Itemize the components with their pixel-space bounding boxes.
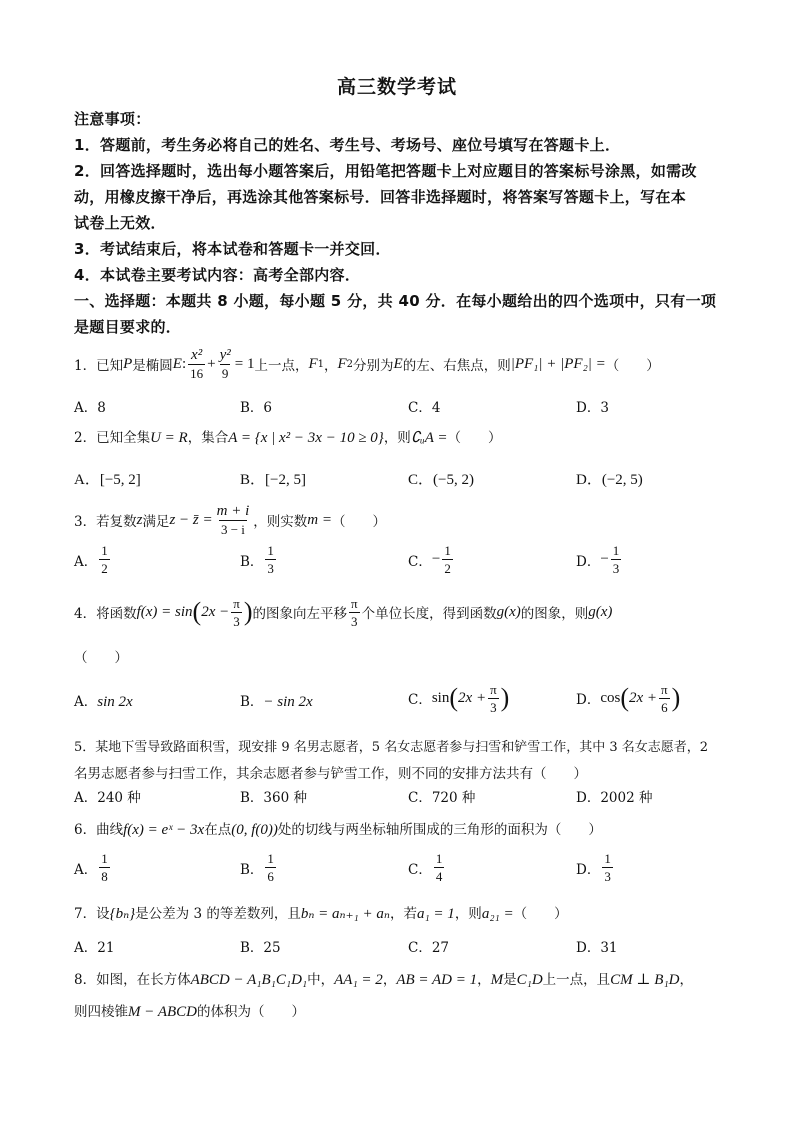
option-func: cos [600, 689, 621, 706]
option-expr: − sin 2x [263, 694, 313, 710]
option-func: sin [431, 689, 450, 706]
q1-text: 是椭圆 [132, 358, 173, 374]
q4-inner: 2x − [201, 603, 230, 620]
q4-text: 的图象向左平移 [252, 606, 347, 622]
frac-den: 2 [444, 561, 451, 576]
option-inner: 2x + [629, 689, 658, 706]
q2-universal-set: U = R [150, 430, 188, 446]
option-label: B． [240, 553, 264, 570]
q4-function: f(x) = sin [136, 603, 193, 620]
option-label: A． [74, 861, 98, 878]
q1-answer-blank: （ ） [605, 358, 660, 374]
q1-prefix: 1．已知 [74, 358, 124, 374]
q1-plus: + [207, 355, 216, 372]
frac-num: 1 [435, 851, 443, 866]
option-fraction [488, 681, 499, 716]
q4-option-d [576, 678, 680, 718]
frac-den: 3 [267, 561, 274, 576]
q2-option-c: C．(−5, 2) [408, 472, 474, 488]
q2-answer-blank: （ ） [447, 430, 502, 446]
question-4 [74, 592, 612, 632]
option-label: D． [576, 553, 601, 570]
q1-equals: = 1 [234, 355, 255, 372]
q2-set-a: A = {x | x² − 3x − 10 ≥ 0} [228, 430, 384, 446]
section-heading: 一、选择题：本题共 8 小题，每小题 5 分，共 40 分．在每小题给出的四个选项中，只有一项 [74, 292, 717, 310]
q4-g: g(x) [588, 603, 613, 620]
q6-option-a [74, 850, 112, 885]
frac-den: 3 [351, 613, 358, 629]
question-1 [74, 346, 660, 382]
q7-answer-blank: （ ） [513, 906, 568, 922]
option-paren: ) [671, 683, 681, 712]
notice-item-3: 3．考试结束后，将本试卷和答题卡一并交回． [74, 240, 391, 258]
frac-num: 1 [101, 851, 108, 866]
q4-text: 个单位长度，得到函数 [361, 606, 497, 622]
q1-point: P [123, 355, 133, 372]
option-label: C． [408, 553, 432, 570]
q8-text: 是 [503, 972, 517, 988]
q8-prefix: 8．如图，在长方体 [74, 972, 191, 988]
option-label: A． [74, 553, 98, 570]
option-fraction [265, 850, 276, 885]
q1-text: 的左、右焦点，则 [402, 358, 511, 374]
q7-option-c: C．27 [408, 940, 450, 956]
q1-option-c: C．4 [408, 400, 441, 416]
option-fraction [442, 542, 453, 577]
q1-fraction-x [188, 347, 205, 382]
option-label: C． [408, 692, 432, 708]
q1-frac-den: 16 [190, 365, 204, 381]
option-inner: 2x + [458, 689, 487, 706]
q6-option-b [240, 850, 278, 885]
q2-option-a: A．[−5, 2] [74, 472, 141, 488]
q6-option-c [408, 850, 446, 885]
notice-item-4: 4．本试卷主要考试内容：高考全部内容． [74, 266, 361, 284]
option-label: B． [240, 861, 264, 878]
q1-text: 上一点， [254, 358, 309, 374]
question-2 [74, 426, 502, 447]
notice-item-1: 1．答题前，考生务必将自己的姓名、考生号、考场号、座位号填写在答题卡上． [74, 136, 621, 154]
frac-num: 1 [444, 543, 451, 558]
frac-den: 8 [101, 869, 108, 884]
q1-option-a: A．8 [74, 400, 106, 416]
q4-option-b [240, 690, 313, 711]
page-title: 高三数学考试 [336, 76, 457, 98]
section-heading-cont: 是题目要求的． [74, 318, 182, 336]
question-8 [74, 968, 693, 989]
q8-perp: CM ⊥ B₁D [610, 972, 680, 988]
q3-text: ，则实数 [253, 514, 308, 530]
q2-option-d: D．(−2, 5) [576, 472, 643, 488]
frac-den: 6 [267, 869, 274, 884]
frac-num: π [661, 681, 668, 697]
q2-option-b: B．[−2, 5] [240, 472, 306, 488]
q8-pyramid: M − ABCD [128, 1004, 198, 1020]
q4-fraction [231, 595, 242, 630]
option-fraction [99, 850, 110, 885]
frac-den: 6 [661, 699, 668, 715]
q1-expression: |PF₁| + |PF₂| = [510, 355, 606, 372]
frac-num: π [351, 595, 358, 611]
frac-num: 1 [612, 543, 620, 558]
q2-text: ，则 [383, 430, 411, 446]
q7-option-b: B．25 [240, 940, 281, 956]
option-label: D． [576, 692, 601, 708]
q2-complement: ∁ᵤA = [410, 430, 448, 446]
q5-option-a: A．240 种 [74, 790, 141, 806]
q1-sub: 2 [346, 358, 354, 370]
q4-option-c [408, 678, 509, 718]
question-7 [74, 902, 568, 923]
notice-item-2-end: 试卷上无效． [74, 214, 166, 232]
q3-answer-blank: （ ） [331, 514, 386, 530]
option-sign: − [600, 551, 609, 567]
q1-ellipse-name: E [172, 355, 182, 372]
option-sign: − [431, 551, 441, 567]
q2-text: ，集合 [187, 430, 229, 446]
q6-text: 处的切线与两坐标轴所围成的三角形的面积为（ ） [277, 822, 602, 838]
q7-text: ，若 [389, 906, 417, 922]
option-paren: ( [620, 683, 629, 712]
q8-box: ABCD − A₁B₁C₁D₁ [190, 972, 308, 988]
q3-text: 满足 [142, 514, 170, 530]
q1-frac-num: y² [219, 346, 231, 363]
q1-ellipse-name: E [393, 355, 403, 372]
q1-text: 分别为 [353, 358, 394, 374]
option-fraction [611, 542, 622, 577]
q5-option-d: D．2002 种 [576, 790, 653, 806]
frac-num: 1 [101, 543, 108, 558]
q3-fraction [215, 503, 252, 538]
frac-num: π [490, 681, 497, 697]
frac-den: 3 [604, 869, 611, 884]
question-5: 5．某地下雪导致路面积雪，现安排 9 名男志愿者，5 名女志愿者参与扫雪和铲雪工作，其中 3 名女志愿者，2 [74, 740, 709, 755]
q4-prefix: 4．将函数 [74, 606, 137, 622]
q8-text: 中， [307, 972, 335, 988]
q4-paren: ) [243, 597, 253, 626]
frac-den: 3 [612, 561, 620, 576]
q7-a21: a₂₁ = [481, 906, 514, 922]
q8-ab: AB = AD = 1 [396, 972, 478, 988]
option-fraction [265, 542, 276, 577]
question-5-cont: 名男志愿者参与扫雪工作，其余志愿者参与铲雪工作，则不同的安排方法共有（ ） [74, 766, 587, 782]
q7-option-a: A．21 [74, 940, 115, 956]
q3-option-a [74, 542, 112, 577]
q7-text: ，则 [454, 906, 482, 922]
q8-aa1: AA₁ = 2 [334, 972, 383, 988]
notice-heading: 注意事项： [74, 110, 151, 128]
option-paren: ) [500, 683, 510, 712]
q6-prefix: 6．曲线 [74, 822, 124, 838]
option-fraction [602, 850, 613, 885]
frac-den: 4 [435, 869, 443, 884]
option-label: A． [74, 694, 98, 710]
q3-option-b [240, 542, 278, 577]
frac-num: 1 [267, 851, 274, 866]
q8-comma: ， [679, 972, 693, 988]
q8-m: M [490, 972, 504, 988]
q8-text: 上一点，且 [542, 972, 611, 988]
option-label: D． [576, 861, 601, 878]
notice-item-2: 2．回答选择题时，选出每小题答案后，用铅笔把答题卡上对应题目的答案标号涂黑，如需改 [74, 162, 697, 180]
q7-relation: bₙ = aₙ₊₁ + aₙ [300, 906, 390, 922]
question-3 [74, 502, 386, 538]
q1-option-b: B．6 [240, 400, 273, 416]
q4-paren: ( [192, 597, 202, 626]
q6-function: f(x) = eˣ − 3x [123, 822, 205, 838]
q1-sub: 1 [317, 358, 324, 370]
q4-option-a [74, 690, 133, 711]
question-8-cont [74, 1000, 305, 1021]
notice-item-2-cont: 动，用橡皮擦干净后，再选涂其他答案标号．回答非选择题时，将答案写答题卡上，写在本 [74, 188, 687, 206]
q5-option-c: C．720 种 [408, 790, 476, 806]
q1-colon: : [181, 355, 187, 372]
frac-num: π [233, 595, 240, 611]
q7-prefix: 7．设 [74, 906, 110, 922]
q3-frac-den: 3 − i [220, 521, 245, 537]
q7-option-d: D．31 [576, 940, 618, 956]
q7-text: 是公差为 3 的等差数列，且 [135, 906, 301, 922]
q8-answer-blank: 的体积为（ ） [197, 1004, 306, 1020]
q1-frac-num: x² [191, 346, 203, 363]
q6-point: (0, f(0)) [231, 822, 278, 838]
frac-den: 3 [490, 699, 497, 715]
option-paren: ( [449, 683, 459, 712]
q6-text: 在点 [204, 822, 232, 838]
q3-option-c [408, 542, 455, 577]
q7-a1: a₁ = 1 [416, 906, 455, 922]
q3-prefix: 3．若复数 [74, 514, 137, 530]
q7-sequence: {bₙ} [109, 906, 136, 922]
option-expr: sin 2x [97, 694, 133, 710]
q3-option-d [576, 542, 623, 577]
q1-comma: ， [324, 358, 338, 374]
q1-fraction-y [218, 347, 233, 382]
option-fraction [434, 850, 445, 885]
question-6 [74, 818, 602, 839]
option-fraction [659, 681, 670, 716]
q3-frac-num: m + i [216, 502, 250, 519]
q5-option-b: B．360 种 [240, 790, 307, 806]
q2-prefix: 2．已知全集 [74, 430, 151, 446]
q8-comma: ， [382, 972, 397, 988]
q3-lhs: z − z̄ = [169, 511, 213, 528]
q4-g: g(x) [496, 603, 521, 620]
q4-shift-fraction [349, 595, 360, 630]
q1-option-d: D．3 [576, 400, 609, 416]
frac-den: 2 [101, 561, 108, 576]
q3-m: m = [307, 511, 332, 528]
q3-variable: z [136, 511, 143, 528]
q8-text: 则四棱锥 [74, 1004, 128, 1020]
q1-focus-1: F [308, 355, 318, 372]
q6-option-d [576, 850, 615, 885]
q8-c1d: C₁D [516, 972, 543, 988]
option-fraction [99, 542, 110, 577]
option-label: B． [240, 694, 264, 710]
q1-focus-2: F [337, 355, 347, 372]
q8-comma: ， [477, 972, 491, 988]
q1-frac-den: 9 [221, 365, 229, 381]
q4-answer-blank: （ ） [74, 650, 128, 666]
frac-den: 3 [233, 613, 240, 629]
q4-text: 的图象，则 [520, 606, 589, 622]
frac-num: 1 [604, 851, 611, 866]
frac-num: 1 [267, 543, 274, 558]
option-label: C． [408, 861, 432, 878]
